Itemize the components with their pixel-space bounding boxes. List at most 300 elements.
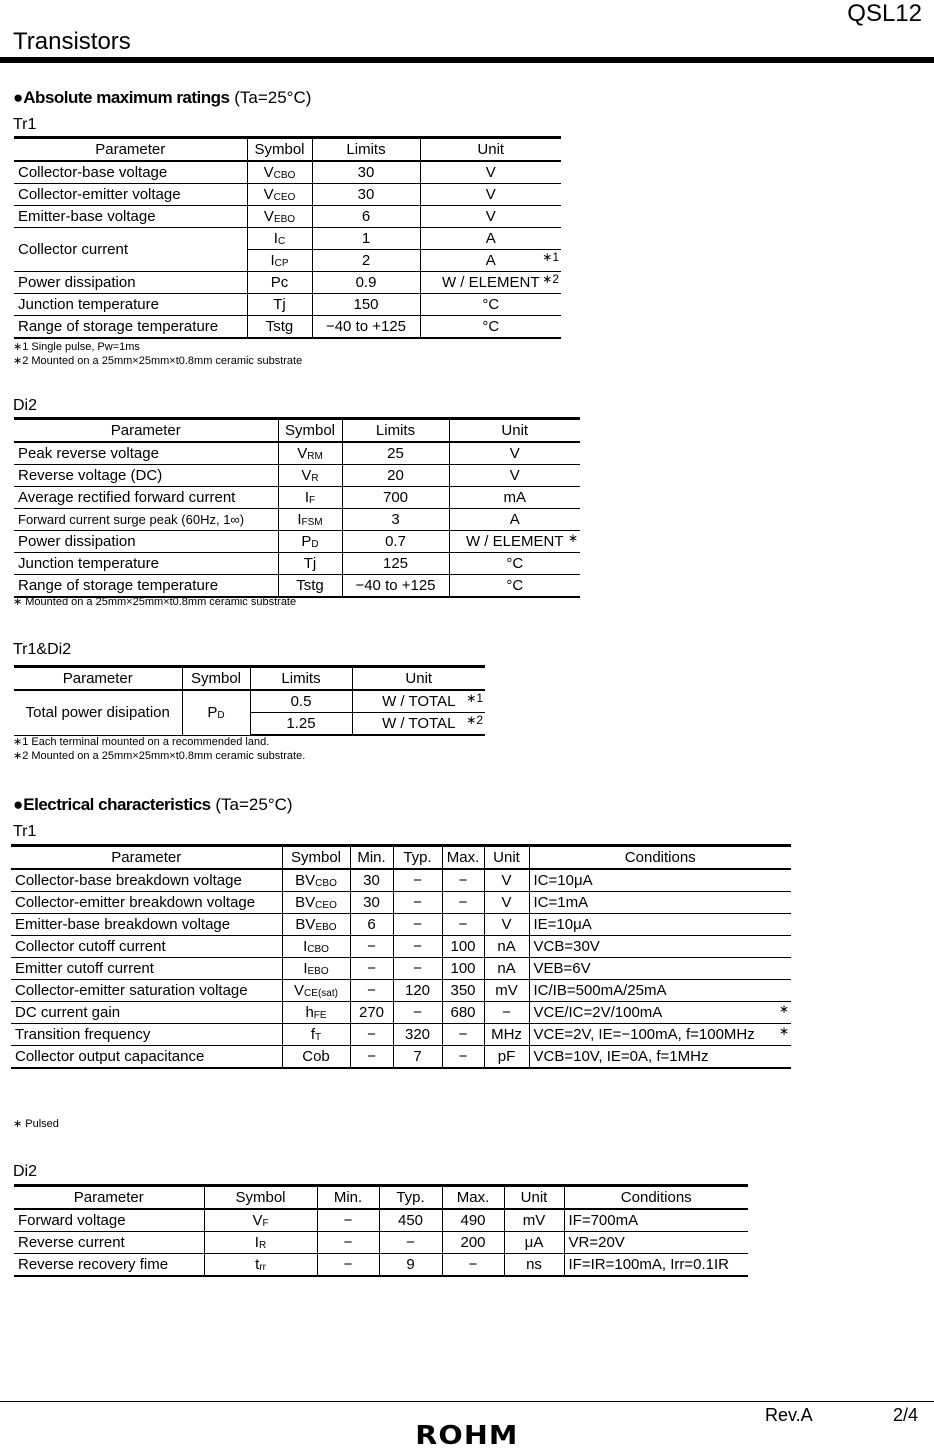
unit-cell bbox=[420, 250, 561, 272]
table-row bbox=[11, 1024, 791, 1046]
symbol-subscript: D bbox=[217, 710, 225, 722]
column-header: Symbol bbox=[247, 138, 312, 162]
bullet-icon: ● bbox=[13, 795, 24, 814]
symbol-cell bbox=[282, 980, 350, 1002]
symbol-cell bbox=[278, 509, 342, 531]
column-header: Limits bbox=[250, 667, 352, 691]
column-header: Max. bbox=[442, 1186, 504, 1210]
typ-cell: − bbox=[393, 958, 442, 980]
table-row bbox=[14, 1232, 748, 1254]
max-cell: 100 bbox=[442, 936, 484, 958]
limits-cell: 700 bbox=[342, 487, 449, 509]
unit-cell: μA bbox=[504, 1232, 564, 1254]
typ-cell: − bbox=[379, 1232, 442, 1254]
column-header: Unit bbox=[449, 419, 580, 443]
column-header: Unit bbox=[420, 138, 561, 162]
parameter-cell: Peak reverse voltage bbox=[14, 442, 278, 465]
parameter-cell: Emitter-base breakdown voltage bbox=[11, 914, 282, 936]
typ-cell: 450 bbox=[379, 1209, 442, 1232]
symbol-cell bbox=[278, 575, 342, 598]
column-header: Unit bbox=[504, 1186, 564, 1210]
column-header: Symbol bbox=[204, 1186, 317, 1210]
max-cell: 490 bbox=[442, 1209, 504, 1232]
table-row bbox=[14, 316, 561, 339]
unit-cell bbox=[352, 713, 485, 736]
unit-cell bbox=[449, 553, 580, 575]
conditions-text: IF=IR=100mA, Irr=0.1IR bbox=[568, 1256, 729, 1273]
parameter-cell: Average rectified forward current bbox=[14, 487, 278, 509]
conditions-text: VCE=2V, IE=−100mA, f=100MHz bbox=[533, 1026, 755, 1043]
symbol-cell bbox=[182, 690, 250, 735]
elec-tr1-table bbox=[11, 844, 791, 1069]
symbol-text: V bbox=[263, 186, 274, 203]
unit-cell: nA bbox=[484, 936, 529, 958]
min-cell: − bbox=[350, 936, 393, 958]
limits-cell: 30 bbox=[312, 161, 420, 184]
conditions-cell bbox=[529, 980, 791, 1002]
symbol-subscript: EBO bbox=[315, 922, 337, 933]
min-cell: 30 bbox=[350, 869, 393, 892]
table-row bbox=[14, 575, 580, 598]
column-header: Max. bbox=[442, 846, 484, 870]
table-row bbox=[14, 294, 561, 316]
symbol-subscript: RM bbox=[307, 451, 323, 462]
limits-cell: 125 bbox=[342, 553, 449, 575]
limits-cell: 0.7 bbox=[342, 531, 449, 553]
parameter-cell: Total power disipation bbox=[14, 690, 182, 735]
limits-cell: 2 bbox=[312, 250, 420, 272]
symbol-text: P bbox=[301, 533, 312, 550]
symbol-subscript: D bbox=[311, 539, 319, 550]
min-cell: 6 bbox=[350, 914, 393, 936]
parameter-cell: Collector-emitter breakdown voltage bbox=[11, 892, 282, 914]
parameter-cell: Collector-emitter voltage bbox=[14, 184, 247, 206]
min-cell: − bbox=[350, 958, 393, 980]
symbol-cell bbox=[282, 1024, 350, 1046]
column-header: Conditions bbox=[564, 1186, 748, 1210]
note-marker: ∗ bbox=[567, 531, 578, 545]
column-header: Limits bbox=[312, 138, 420, 162]
table-row bbox=[11, 1046, 791, 1069]
conditions-text: VCE/IC=2V/100mA bbox=[533, 1004, 663, 1021]
unit-text: V bbox=[509, 467, 520, 484]
unit-cell: pF bbox=[484, 1046, 529, 1069]
min-cell: 30 bbox=[350, 892, 393, 914]
min-cell: − bbox=[317, 1232, 379, 1254]
table-row bbox=[14, 487, 580, 509]
symbol-text: Tj bbox=[303, 555, 317, 572]
symbol-text: I bbox=[303, 960, 308, 977]
symbol-cell bbox=[247, 184, 312, 206]
unit-cell bbox=[420, 206, 561, 228]
symbol-subscript: R bbox=[258, 1240, 267, 1251]
unit-cell: V bbox=[484, 914, 529, 936]
note-marker: ∗2 bbox=[542, 272, 559, 286]
limits-cell: −40 to +125 bbox=[342, 575, 449, 598]
abs-di2-label: Di2 bbox=[13, 397, 38, 414]
parameter-cell: Transition frequency bbox=[11, 1024, 282, 1046]
column-header: Typ. bbox=[393, 846, 442, 870]
symbol-subscript: CBO bbox=[315, 878, 337, 889]
limits-cell: 1 bbox=[312, 228, 420, 250]
symbol-text: I bbox=[303, 938, 308, 955]
column-header: Parameter bbox=[11, 846, 282, 870]
abs-total-table bbox=[14, 665, 485, 736]
unit-text: °C bbox=[482, 318, 500, 335]
category-title: Transistors bbox=[13, 28, 131, 55]
note-marker: ∗ bbox=[778, 1002, 789, 1016]
column-header: Symbol bbox=[182, 667, 250, 691]
symbol-text: Cob bbox=[302, 1048, 330, 1065]
unit-cell bbox=[352, 690, 485, 713]
min-cell: − bbox=[350, 1046, 393, 1069]
conditions-text: VEB=6V bbox=[533, 960, 591, 977]
table-row bbox=[14, 161, 561, 184]
table-header-row bbox=[14, 1186, 748, 1210]
table-row bbox=[11, 958, 791, 980]
min-cell: − bbox=[317, 1254, 379, 1277]
abs-max-title: Absolute maximum ratings bbox=[23, 88, 230, 107]
page-number: 2/4 bbox=[893, 1405, 919, 1425]
symbol-cell bbox=[247, 272, 312, 294]
symbol-cell bbox=[282, 914, 350, 936]
symbol-cell bbox=[282, 1002, 350, 1024]
abs-max-heading bbox=[13, 88, 311, 108]
conditions-text: IC=1mA bbox=[533, 894, 589, 911]
revision: Rev.A bbox=[765, 1405, 813, 1425]
symbol-cell bbox=[204, 1209, 317, 1232]
symbol-text: f bbox=[310, 1026, 316, 1043]
parameter-cell: Collector-base voltage bbox=[14, 161, 247, 184]
conditions-text: VCB=30V bbox=[533, 938, 600, 955]
min-cell: − bbox=[350, 980, 393, 1002]
parameter-cell: Collector-emitter saturation voltage bbox=[11, 980, 282, 1002]
table-header-row bbox=[14, 138, 561, 162]
note-marker: ∗1 bbox=[466, 691, 483, 705]
min-cell: 270 bbox=[350, 1002, 393, 1024]
unit-text: W / ELEMENT bbox=[465, 533, 564, 550]
conditions-cell bbox=[529, 869, 791, 892]
parameter-cell: Forward voltage bbox=[14, 1209, 204, 1232]
table-row bbox=[11, 936, 791, 958]
footnote: ∗ Pulsed bbox=[13, 1118, 59, 1130]
symbol-text: t bbox=[255, 1256, 260, 1273]
elec-tr1-label: Tr1 bbox=[13, 823, 37, 840]
max-cell: 200 bbox=[442, 1232, 504, 1254]
unit-cell bbox=[420, 161, 561, 184]
typ-cell: − bbox=[393, 869, 442, 892]
min-cell: − bbox=[350, 1024, 393, 1046]
conditions-cell bbox=[564, 1209, 748, 1232]
symbol-cell bbox=[247, 316, 312, 339]
symbol-text: Tstg bbox=[296, 577, 324, 594]
parameter-cell: Emitter-base voltage bbox=[14, 206, 247, 228]
unit-text: W / TOTAL bbox=[382, 715, 456, 732]
abs-total-notes bbox=[13, 735, 305, 763]
parameter-cell: Collector-base breakdown voltage bbox=[11, 869, 282, 892]
unit-text: °C bbox=[506, 577, 524, 594]
typ-cell: − bbox=[393, 892, 442, 914]
table-row bbox=[14, 553, 580, 575]
unit-cell bbox=[449, 509, 580, 531]
column-header: Symbol bbox=[282, 846, 350, 870]
max-cell: 350 bbox=[442, 980, 484, 1002]
typ-cell: 9 bbox=[379, 1254, 442, 1277]
abs-tr1di2-label: Tr1&Di2 bbox=[13, 641, 72, 658]
unit-cell bbox=[449, 487, 580, 509]
column-header: Parameter bbox=[14, 667, 182, 691]
symbol-text: V bbox=[297, 445, 308, 462]
symbol-subscript: FE bbox=[313, 1010, 327, 1021]
elec-tr1-notes bbox=[13, 1117, 59, 1131]
note-marker: ∗ bbox=[778, 1024, 789, 1038]
conditions-cell bbox=[529, 892, 791, 914]
unit-cell bbox=[420, 316, 561, 339]
symbol-text: I bbox=[304, 489, 310, 506]
abs-tr1-notes bbox=[13, 340, 302, 368]
table-row bbox=[14, 531, 580, 553]
unit-cell: ns bbox=[504, 1254, 564, 1277]
parameter-cell: DC current gain bbox=[11, 1002, 282, 1024]
table-row bbox=[11, 914, 791, 936]
symbol-cell bbox=[278, 531, 342, 553]
table-row bbox=[14, 228, 561, 250]
max-cell: − bbox=[442, 869, 484, 892]
conditions-cell bbox=[529, 1024, 791, 1046]
symbol-cell bbox=[247, 294, 312, 316]
note-marker: ∗2 bbox=[466, 713, 483, 727]
max-cell: − bbox=[442, 1254, 504, 1277]
symbol-subscript: CE(sat) bbox=[304, 988, 338, 999]
unit-text: V bbox=[509, 445, 520, 462]
unit-cell bbox=[420, 184, 561, 206]
symbol-subscript: CP bbox=[274, 258, 289, 269]
footnote: ∗1 Each terminal mounted on a recommended land. bbox=[13, 736, 270, 748]
unit-cell bbox=[449, 575, 580, 598]
abs-tr1-label: Tr1 bbox=[13, 116, 37, 133]
typ-cell: − bbox=[393, 936, 442, 958]
column-header: Limits bbox=[342, 419, 449, 443]
table-row bbox=[11, 869, 791, 892]
symbol-cell bbox=[282, 1046, 350, 1069]
parameter-cell: Power dissipation bbox=[14, 272, 247, 294]
symbol-cell bbox=[282, 958, 350, 980]
symbol-subscript: rr bbox=[259, 1262, 266, 1273]
conditions-text: IC/IB=500mA/25mA bbox=[533, 982, 667, 999]
unit-text: °C bbox=[482, 296, 500, 313]
limits-cell: −40 to +125 bbox=[312, 316, 420, 339]
symbol-text: V bbox=[294, 982, 305, 999]
table-row bbox=[14, 1254, 748, 1277]
table-row bbox=[11, 1002, 791, 1024]
limits-cell: 30 bbox=[312, 184, 420, 206]
limits-cell: 20 bbox=[342, 465, 449, 487]
part-number: QSL12 bbox=[847, 0, 922, 27]
conditions-cell bbox=[529, 958, 791, 980]
footnote: ∗2 Mounted on a 25mm×25mm×t0.8mm ceramic substrate. bbox=[13, 750, 306, 762]
limits-cell: 150 bbox=[312, 294, 420, 316]
typ-cell: 7 bbox=[393, 1046, 442, 1069]
parameter-cell: Reverse current bbox=[14, 1232, 204, 1254]
unit-cell: mV bbox=[484, 980, 529, 1002]
symbol-subscript: EBO bbox=[273, 214, 296, 225]
conditions-text: VCB=10V, IE=0A, f=1MHz bbox=[533, 1048, 709, 1065]
unit-cell bbox=[449, 531, 580, 553]
max-cell: − bbox=[442, 1046, 484, 1069]
parameter-cell: Forward current surge peak (60Hz, 1∞) bbox=[14, 509, 278, 531]
symbol-cell bbox=[278, 442, 342, 465]
symbol-cell bbox=[282, 869, 350, 892]
symbol-text: I bbox=[254, 1234, 259, 1251]
symbol-cell bbox=[247, 206, 312, 228]
limits-cell: 1.25 bbox=[250, 713, 352, 736]
unit-text: mA bbox=[503, 489, 526, 506]
symbol-text: Tstg bbox=[265, 318, 294, 335]
conditions-text: VR=20V bbox=[568, 1234, 625, 1251]
conditions-cell bbox=[529, 1046, 791, 1069]
conditions-cell bbox=[529, 914, 791, 936]
table-row bbox=[11, 980, 791, 1002]
symbol-text: P bbox=[207, 704, 218, 722]
parameter-cell: Reverse recovery fime bbox=[14, 1254, 204, 1277]
footnote: ∗1 Single pulse, Pw=1ms bbox=[13, 341, 140, 353]
symbol-cell bbox=[282, 936, 350, 958]
footnote: ∗2 Mounted on a 25mm×25mm×t0.8mm ceramic substrate bbox=[13, 355, 303, 367]
symbol-subscript: CBO bbox=[273, 170, 296, 181]
symbol-text: I bbox=[273, 230, 278, 247]
unit-text: °C bbox=[506, 555, 524, 572]
unit-text: A bbox=[485, 230, 496, 247]
table-row bbox=[14, 509, 580, 531]
table-row bbox=[14, 206, 561, 228]
limits-cell: 0.9 bbox=[312, 272, 420, 294]
limits-cell: 0.5 bbox=[250, 690, 352, 713]
symbol-cell bbox=[247, 228, 312, 250]
unit-cell: V bbox=[484, 892, 529, 914]
symbol-text: V bbox=[252, 1212, 263, 1229]
rohm-logo: ROHM bbox=[415, 1421, 519, 1451]
unit-cell bbox=[449, 465, 580, 487]
typ-cell: 120 bbox=[393, 980, 442, 1002]
limits-cell: 25 bbox=[342, 442, 449, 465]
conditions-cell bbox=[529, 1002, 791, 1024]
symbol-subscript: F bbox=[309, 495, 316, 506]
parameter-cell: Collector current bbox=[14, 228, 247, 272]
header-rule bbox=[0, 57, 934, 63]
unit-cell: nA bbox=[484, 958, 529, 980]
symbol-cell bbox=[278, 553, 342, 575]
conditions-text: IC=10μA bbox=[533, 872, 593, 889]
column-header: Typ. bbox=[379, 1186, 442, 1210]
elec-di2-label: Di2 bbox=[13, 1163, 38, 1180]
parameter-cell: Reverse voltage (DC) bbox=[14, 465, 278, 487]
parameter-cell: Emitter cutoff current bbox=[11, 958, 282, 980]
footnote: ∗ Mounted on a 25mm×25mm×t0.8mm ceramic substrate bbox=[13, 596, 297, 608]
symbol-subscript: EBO bbox=[307, 966, 329, 977]
parameter-cell: Collector cutoff current bbox=[11, 936, 282, 958]
symbol-text: Tj bbox=[273, 296, 286, 313]
unit-cell bbox=[420, 294, 561, 316]
max-cell: − bbox=[442, 914, 484, 936]
unit-text: A bbox=[485, 252, 496, 269]
symbol-subscript: CEO bbox=[315, 900, 337, 911]
symbol-text: V bbox=[301, 467, 312, 484]
unit-cell: − bbox=[484, 1002, 529, 1024]
symbol-cell bbox=[247, 161, 312, 184]
parameter-cell: Range of storage temperature bbox=[14, 575, 278, 598]
min-cell: − bbox=[317, 1209, 379, 1232]
unit-cell: V bbox=[484, 869, 529, 892]
max-cell: 680 bbox=[442, 1002, 484, 1024]
limits-cell: 6 bbox=[312, 206, 420, 228]
unit-cell: mV bbox=[504, 1209, 564, 1232]
symbol-subscript: C bbox=[277, 236, 286, 247]
column-header: Parameter bbox=[14, 419, 278, 443]
limits-cell: 3 bbox=[342, 509, 449, 531]
symbol-cell bbox=[247, 250, 312, 272]
conditions-text: IE=10μA bbox=[533, 916, 592, 933]
unit-cell bbox=[420, 228, 561, 250]
unit-text: W / TOTAL bbox=[382, 693, 456, 710]
symbol-text: Pc bbox=[270, 274, 289, 291]
unit-cell bbox=[449, 442, 580, 465]
abs-tr1-table bbox=[14, 136, 561, 339]
typ-cell: 320 bbox=[393, 1024, 442, 1046]
unit-text: V bbox=[485, 164, 496, 181]
symbol-subscript: F bbox=[262, 1218, 269, 1229]
symbol-text: I bbox=[270, 252, 275, 269]
symbol-cell bbox=[204, 1232, 317, 1254]
table-row bbox=[14, 442, 580, 465]
table-header-row bbox=[14, 419, 580, 443]
table-row bbox=[14, 465, 580, 487]
column-header: Min. bbox=[350, 846, 393, 870]
unit-text: V bbox=[485, 186, 496, 203]
elec-title: Electrical characteristics bbox=[23, 795, 211, 814]
column-header: Parameter bbox=[14, 1186, 204, 1210]
unit-text: W / ELEMENT bbox=[441, 274, 540, 291]
max-cell: 100 bbox=[442, 958, 484, 980]
typ-cell: − bbox=[393, 1002, 442, 1024]
elec-condition: (Ta=25°C) bbox=[215, 795, 293, 814]
column-header: Min. bbox=[317, 1186, 379, 1210]
table-row bbox=[14, 690, 485, 713]
symbol-text: BV bbox=[295, 916, 316, 933]
elec-di2-table bbox=[14, 1184, 748, 1277]
symbol-text: BV bbox=[295, 872, 316, 889]
column-header: Unit bbox=[484, 846, 529, 870]
parameter-cell: Junction temperature bbox=[14, 294, 247, 316]
elec-heading bbox=[13, 795, 293, 815]
column-header: Unit bbox=[352, 667, 485, 691]
symbol-cell bbox=[278, 465, 342, 487]
abs-di2-notes bbox=[13, 595, 296, 609]
unit-cell bbox=[420, 272, 561, 294]
note-marker: ∗1 bbox=[542, 250, 559, 264]
unit-text: V bbox=[485, 208, 496, 225]
abs-max-condition: (Ta=25°C) bbox=[234, 88, 312, 107]
parameter-cell: Range of storage temperature bbox=[14, 316, 247, 339]
symbol-text: h bbox=[305, 1004, 314, 1021]
column-header: Symbol bbox=[278, 419, 342, 443]
conditions-text: IF=700mA bbox=[568, 1212, 639, 1229]
symbol-subscript: CBO bbox=[307, 944, 329, 955]
parameter-cell: Junction temperature bbox=[14, 553, 278, 575]
symbol-cell bbox=[282, 892, 350, 914]
parameter-cell: Power dissipation bbox=[14, 531, 278, 553]
parameter-cell: Collector output capacitance bbox=[11, 1046, 282, 1069]
max-cell: − bbox=[442, 1024, 484, 1046]
